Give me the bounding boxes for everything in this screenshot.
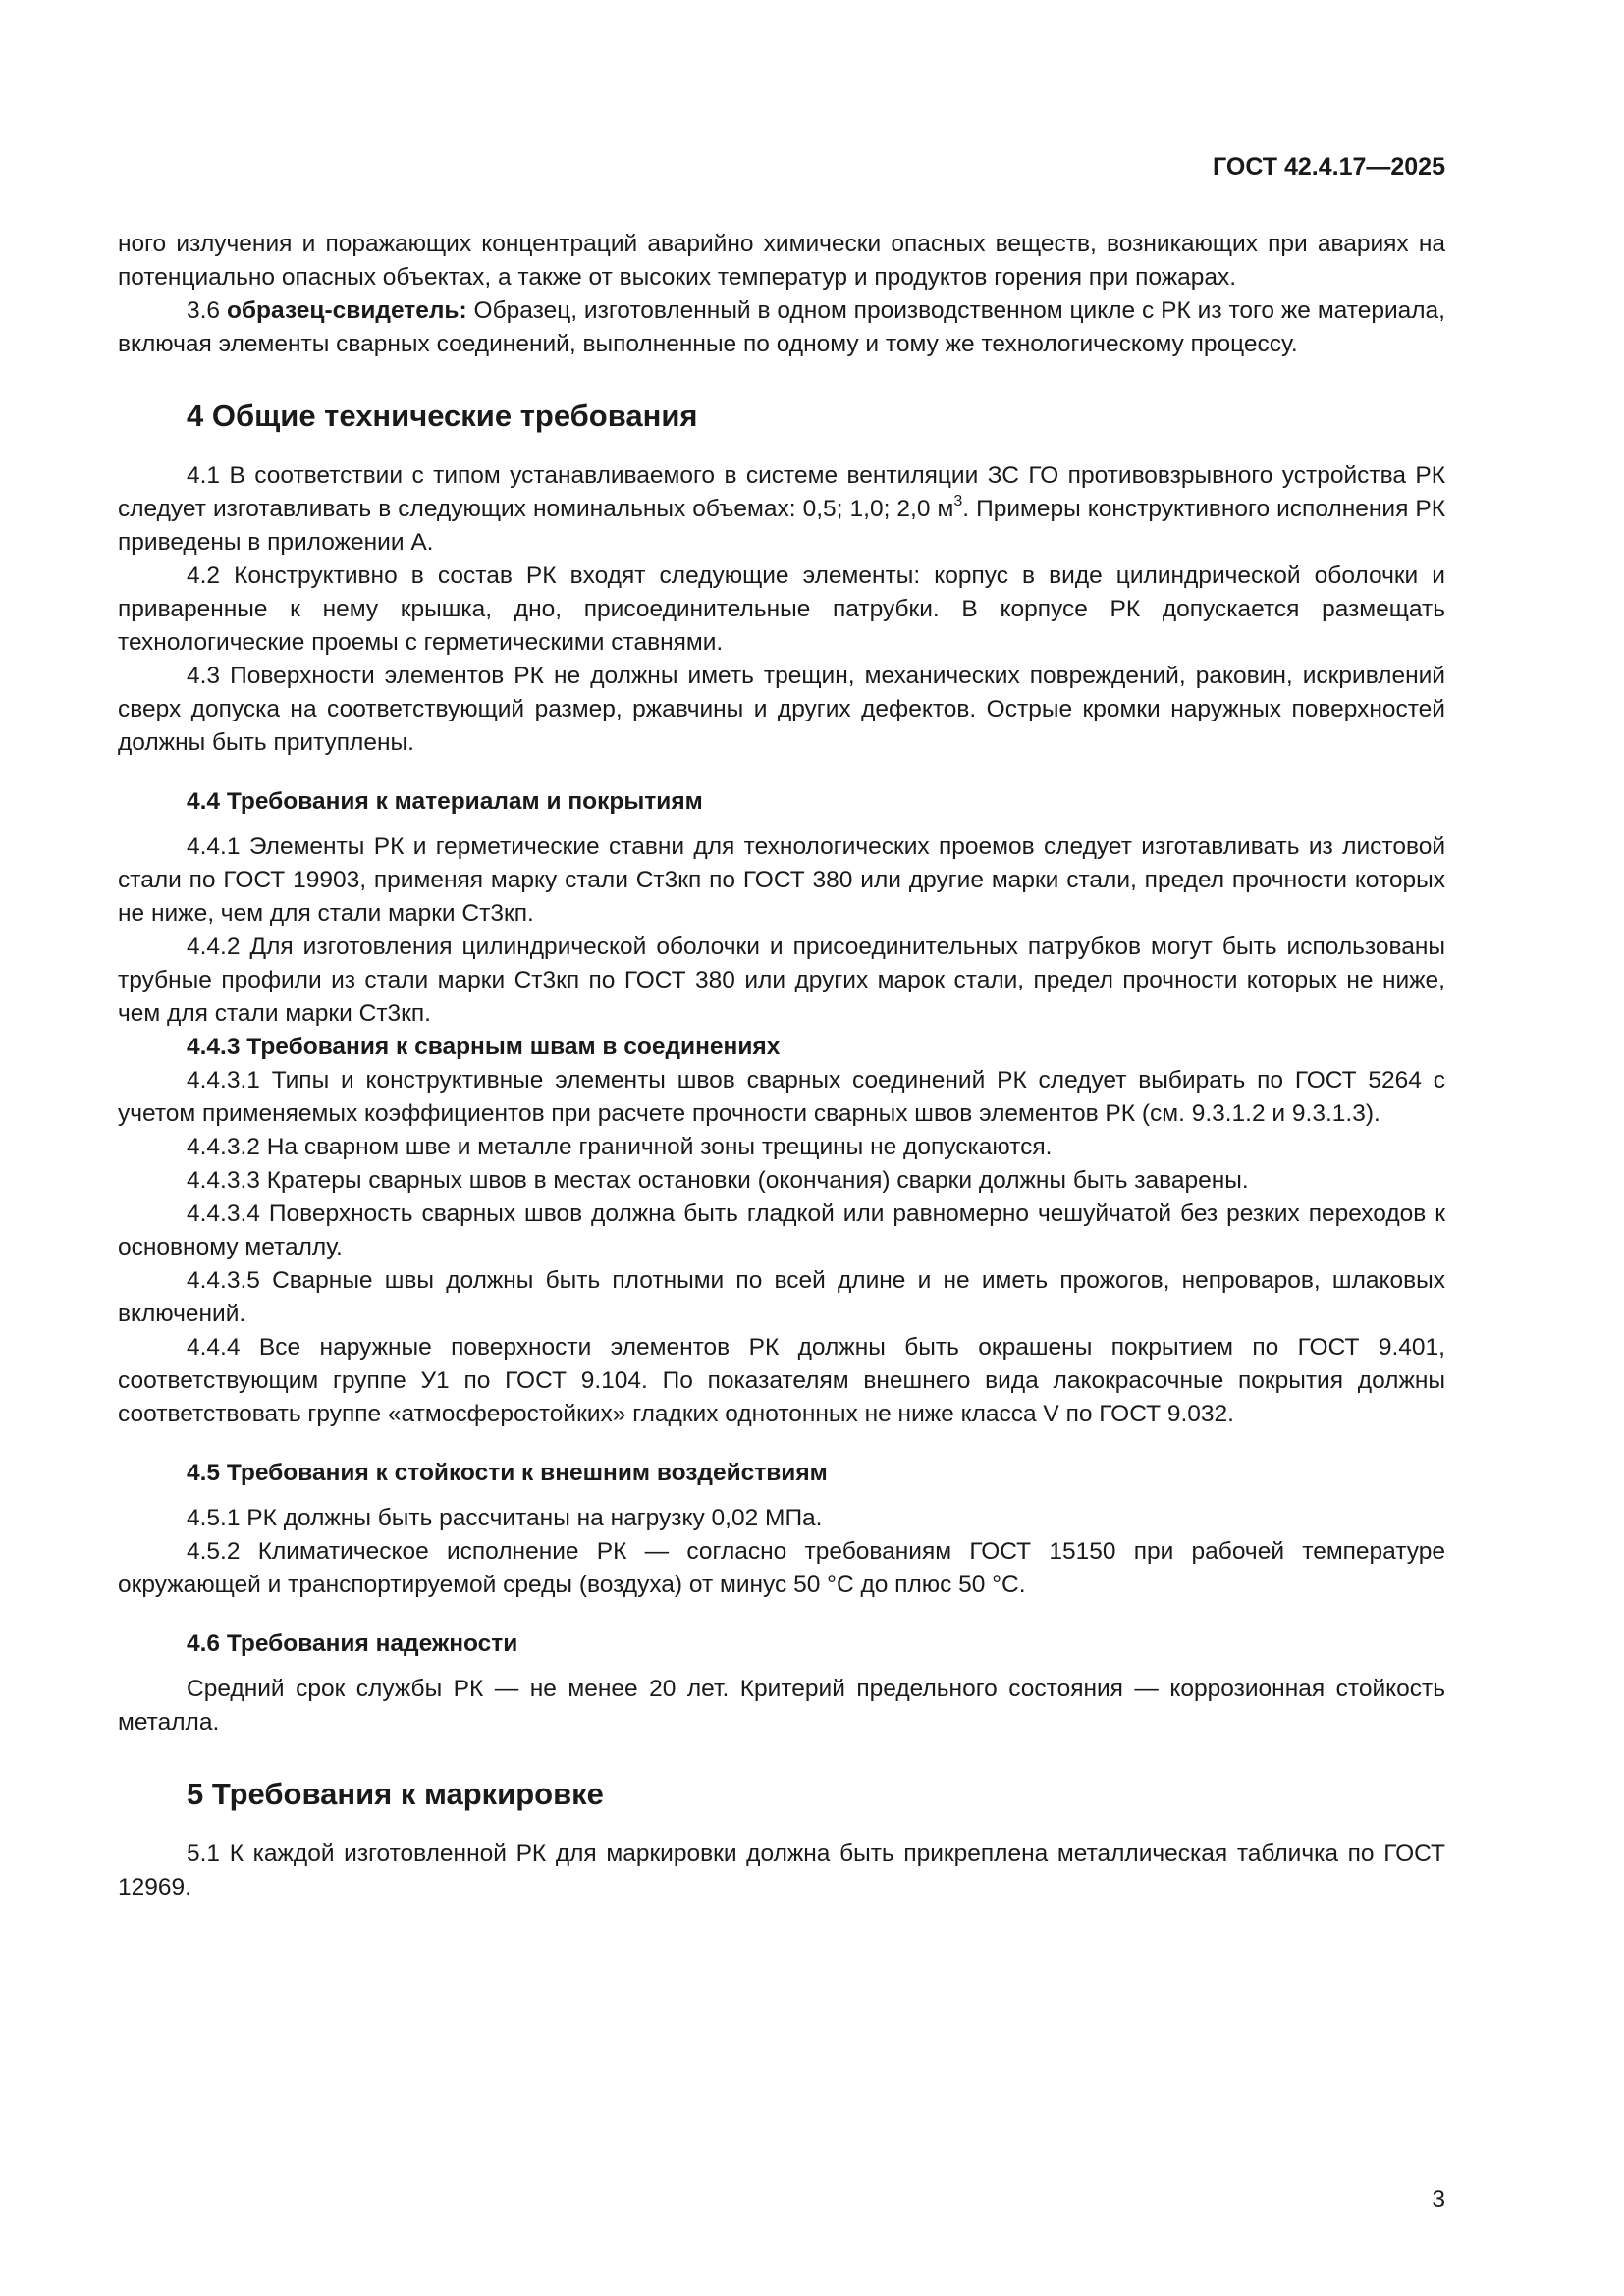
- paragraph-4-1: [118, 459, 1445, 560]
- page-number: 3: [1432, 2186, 1445, 2213]
- subsection-heading-4-5: 4.5 Требования к стойкости к внешним воздействиям: [187, 1460, 828, 1486]
- paragraph-3-6: [118, 294, 1445, 361]
- document-page: [118, 0, 1445, 2296]
- paragraph-4-4-3-4: 4.4.3.4 Поверхность сварных швов должна быть гладкой или равномерно чешуйчатой без резких переходов к основному металлу.: [118, 1201, 1445, 1260]
- paragraph-4-5-2: 4.5.2 Климатическое исполнение РК — согласно требованиям ГОСТ 15150 при рабочей температуре окружающей и транспортируемой среды (воздуха) от минус 50 °С до плюс 50 °С.: [118, 1538, 1445, 1598]
- paragraph-4-4-3-3: 4.4.3.3 Кратеры сварных швов в местах остановки (окончания) сварки должны быть заварены.: [187, 1167, 1249, 1194]
- subsection-heading-4-4-3: 4.4.3 Требования к сварным швам в соединениях: [187, 1034, 781, 1060]
- paragraph-4-3: 4.3 Поверхности элементов РК не должны иметь трещин, механических повреждений, раковин, искривлений сверх допуска на соответствующий размер, ржавчины и других дефектов. Острые кромки наружных поверхностей должны быть притуплены.: [118, 663, 1445, 756]
- section-heading-4: 4 Общие технические требования: [187, 399, 698, 433]
- paragraph-4-6: Средний срок службы РК — не менее 20 лет. Критерий предельного состояния — коррозионная стойкость металла.: [118, 1676, 1445, 1735]
- paragraph-4-4-2: 4.4.2 Для изготовления цилиндрической оболочки и присоединительных патрубков могут быть использованы трубные профили из стали марки Ст3кп по ГОСТ 380 или других марок стали, предел прочности которых не ниже, чем для стали марки Ст3кп.: [118, 934, 1445, 1027]
- paragraph-4-4-3-2: 4.4.3.2 На сварном шве и металле граничной зоны трещины не допускаются.: [187, 1134, 1053, 1160]
- section-heading-5: 5 Требования к маркировке: [187, 1777, 604, 1811]
- subsection-heading-4-4: 4.4 Требования к материалам и покрытиям: [187, 788, 703, 815]
- paragraph-continuation: ного излучения и поражающих концентраций аварийно химически опасных веществ, возникающих при авариях на потенциально опасных объектах, а также от высоких температур и продуктов горения при пожарах.: [118, 231, 1445, 291]
- subsection-heading-4-6: 4.6 Требования надежности: [187, 1630, 518, 1657]
- clause-number: 3.6: [187, 297, 227, 324]
- paragraph-4-5-1: 4.5.1 РК должны быть рассчитаны на нагрузку 0,02 МПа.: [187, 1505, 823, 1531]
- paragraph-4-1-text-a: 4.1 В соответствии с типом устанавливаемого в системе вентиляции ЗС ГО противовзрывного устройства РК следует изготавливать в следующих номинальных объемах: 0,5; 1,0; 2,0 м: [118, 462, 1445, 522]
- paragraph-5-1: 5.1 К каждой изготовленной РК для маркировки должна быть прикреплена металлическая табличка по ГОСТ 12969.: [118, 1841, 1445, 1900]
- paragraph-4-4-3-1: 4.4.3.1 Типы и конструктивные элементы швов сварных соединений РК следует выбирать по ГОСТ 5264 с учетом применяемых коэффициентов при расчете прочности сварных швов элементов РК (см. 9.3.1.2 и 9.3.1.3).: [118, 1067, 1445, 1127]
- superscript-cubic: 3: [953, 492, 963, 509]
- term-text: Образец, изготовленный в одном производственном цикле с РК из того же материала, включая элементы сварных соединений, выполненные по одному и тому же технологическому процессу.: [118, 297, 1445, 357]
- paragraph-4-2: 4.2 Конструктивно в состав РК входят следующие элементы: корпус в виде цилиндрической оболочки и приваренные к нему крышка, дно, присоединительные патрубки. В корпусе РК допускается размещать технологические проемы с герметическими ставнями.: [118, 562, 1445, 656]
- paragraph-4-1-text-b: . Примеры конструктивного исполнения РК приведены в приложении А.: [118, 496, 1445, 556]
- paragraph-4-4-4: 4.4.4 Все наружные поверхности элементов РК должны быть окрашены покрытием по ГОСТ 9.401, соответствующим группе У1 по ГОСТ 9.104. По показателям внешнего вида лакокрасочные покрытия должны соответствовать группе «атмосферостойких» гладких однотонных не ниже класса V по ГОСТ 9.032.: [118, 1334, 1445, 1427]
- paragraph-4-4-3-5: 4.4.3.5 Сварные швы должны быть плотными по всей длине и не иметь прожогов, непроваров, шлаковых включений.: [118, 1267, 1445, 1327]
- paragraph-4-4-1: 4.4.1 Элементы РК и герметические ставни для технологических проемов следует изготавливать из листовой стали по ГОСТ 19903, применяя марку стали Ст3кп по ГОСТ 380 или другие марки стали, предел прочности которых не ниже, чем для стали марки Ст3кп.: [118, 833, 1445, 927]
- document-body: [118, 228, 1445, 1904]
- term-definition: образец-свидетель:: [226, 297, 467, 324]
- standard-code-header: ГОСТ 42.4.17—2025: [1213, 153, 1445, 181]
